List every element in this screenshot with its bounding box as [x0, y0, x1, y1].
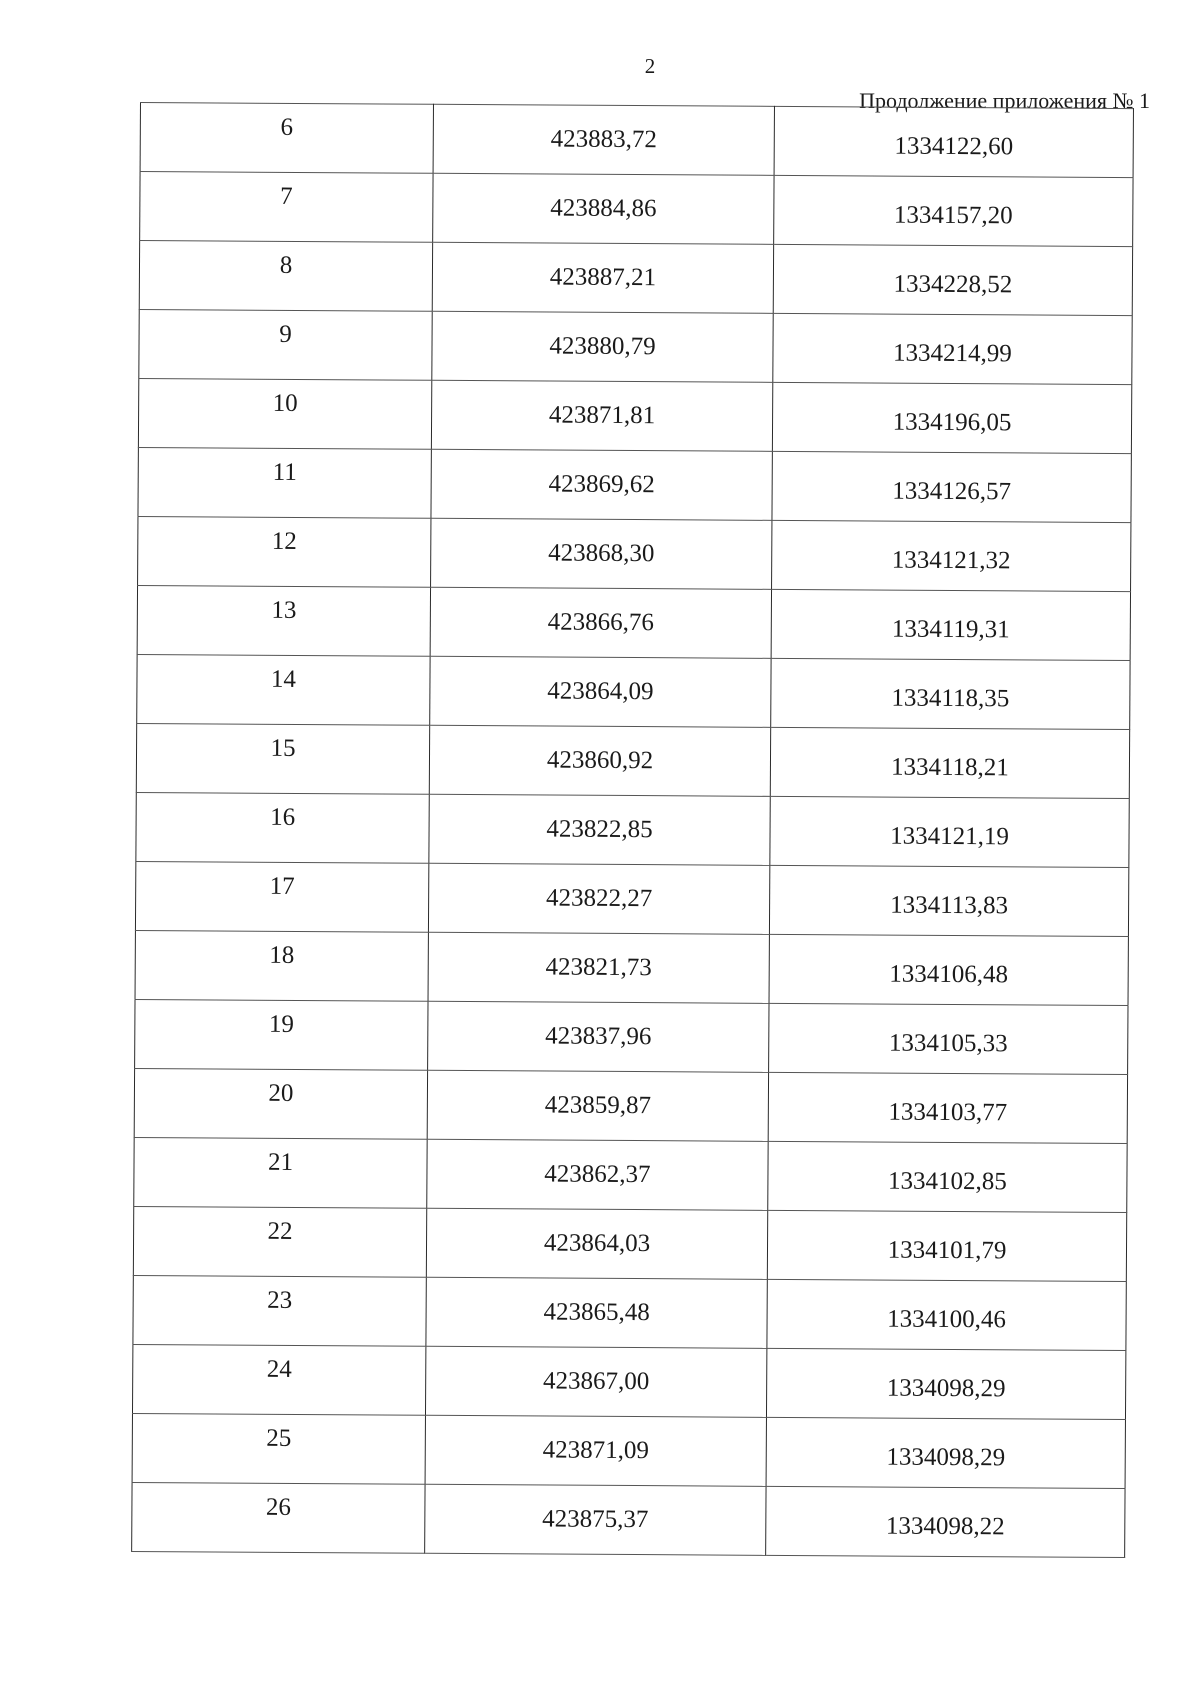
x-coordinate-cell: 423860,92: [429, 725, 770, 796]
x-coordinate-cell: 423880,79: [432, 311, 773, 382]
y-coordinate-cell: 1334106,48: [769, 934, 1128, 1005]
x-coordinate-cell: 423884,86: [433, 173, 774, 244]
x-coordinate-cell: 423871,09: [425, 1415, 766, 1486]
y-coordinate-cell: 1334100,46: [767, 1279, 1126, 1350]
point-number-cell: 16: [136, 792, 429, 863]
y-coordinate-cell: 1334122,60: [774, 106, 1133, 177]
y-coordinate-cell: 1334102,85: [768, 1141, 1127, 1212]
point-number-cell: 15: [136, 723, 429, 794]
table-row: [140, 103, 1133, 178]
point-number-cell: 14: [137, 654, 430, 725]
point-number-cell: 20: [134, 1068, 427, 1139]
x-coordinate-cell: 423868,30: [431, 518, 772, 589]
x-coordinate-cell: 423866,76: [430, 587, 771, 658]
point-number-cell: 17: [135, 861, 428, 932]
table-row: [133, 1206, 1126, 1281]
point-number-cell: 6: [140, 103, 433, 174]
table-row: [135, 999, 1128, 1074]
coordinates-table-container: [131, 102, 1130, 1558]
y-coordinate-cell: 1334118,21: [770, 727, 1129, 798]
table-row: [132, 1413, 1125, 1488]
y-coordinate-cell: 1334126,57: [772, 451, 1131, 522]
y-coordinate-cell: 1334121,19: [770, 796, 1129, 867]
y-coordinate-cell: 1334121,32: [772, 520, 1131, 591]
point-number-cell: 23: [133, 1275, 426, 1346]
point-number-cell: 24: [132, 1344, 425, 1415]
y-coordinate-cell: 1334101,79: [767, 1210, 1126, 1281]
point-number-cell: 19: [135, 999, 428, 1070]
y-coordinate-cell: 1334196,05: [772, 382, 1131, 453]
table-row: [140, 172, 1133, 247]
point-number-cell: 11: [138, 447, 431, 518]
table-row: [138, 516, 1131, 591]
y-coordinate-cell: 1334214,99: [773, 313, 1132, 384]
y-coordinate-cell: 1334113,83: [769, 865, 1128, 936]
table-row: [135, 930, 1128, 1005]
x-coordinate-cell: 423821,73: [428, 932, 769, 1003]
y-coordinate-cell: 1334098,29: [766, 1348, 1125, 1419]
x-coordinate-cell: 423887,21: [432, 242, 773, 313]
y-coordinate-cell: 1334103,77: [768, 1072, 1127, 1143]
x-coordinate-cell: 423822,27: [428, 863, 769, 934]
continuation-label: Продолжение приложения № 1: [859, 88, 1150, 113]
table-row: [137, 585, 1130, 660]
point-number-cell: 18: [135, 930, 428, 1001]
table-row: [138, 378, 1131, 453]
table-row: [134, 1137, 1127, 1212]
y-coordinate-cell: 1334228,52: [773, 244, 1132, 315]
table-row: [139, 241, 1132, 316]
x-coordinate-cell: 423859,87: [427, 1070, 768, 1141]
point-number-cell: 13: [137, 585, 430, 656]
table-row: [134, 1068, 1127, 1143]
x-coordinate-cell: 423837,96: [428, 1001, 769, 1072]
point-number-cell: 7: [140, 172, 433, 243]
y-coordinate-cell: 1334157,20: [774, 175, 1133, 246]
x-coordinate-cell: 423871,81: [431, 380, 772, 451]
point-number-cell: 22: [133, 1206, 426, 1277]
table-row: [136, 792, 1129, 867]
point-number-cell: 8: [139, 241, 432, 312]
x-coordinate-cell: 423865,48: [426, 1277, 767, 1348]
table-row: [132, 1482, 1125, 1557]
point-number-cell: 26: [132, 1482, 425, 1553]
table-row: [138, 447, 1131, 522]
coordinates-table-body: [132, 103, 1134, 1558]
y-coordinate-cell: 1334119,31: [771, 589, 1130, 660]
x-coordinate-cell: 423864,03: [426, 1208, 767, 1279]
table-row: [137, 654, 1130, 729]
x-coordinate-cell: 423822,85: [429, 794, 770, 865]
x-coordinate-cell: 423864,09: [430, 656, 771, 727]
point-number-cell: 12: [138, 516, 431, 587]
x-coordinate-cell: 423869,62: [431, 449, 772, 520]
y-coordinate-cell: 1334098,29: [766, 1417, 1125, 1488]
coordinates-table: [131, 102, 1134, 1558]
table-row: [139, 309, 1132, 384]
page-number: 2: [644, 54, 656, 78]
point-number-cell: 9: [139, 309, 432, 380]
point-number-cell: 10: [138, 378, 431, 449]
y-coordinate-cell: 1334105,33: [769, 1003, 1128, 1074]
x-coordinate-cell: 423875,37: [425, 1484, 766, 1555]
point-number-cell: 25: [132, 1413, 425, 1484]
y-coordinate-cell: 1334098,22: [766, 1486, 1125, 1557]
table-row: [135, 861, 1128, 936]
x-coordinate-cell: 423862,37: [427, 1139, 768, 1210]
x-coordinate-cell: 423883,72: [433, 104, 774, 175]
table-row: [133, 1275, 1126, 1350]
y-coordinate-cell: 1334118,35: [771, 658, 1130, 729]
table-row: [132, 1344, 1125, 1419]
point-number-cell: 21: [134, 1137, 427, 1208]
table-row: [136, 723, 1129, 798]
x-coordinate-cell: 423867,00: [425, 1346, 766, 1417]
